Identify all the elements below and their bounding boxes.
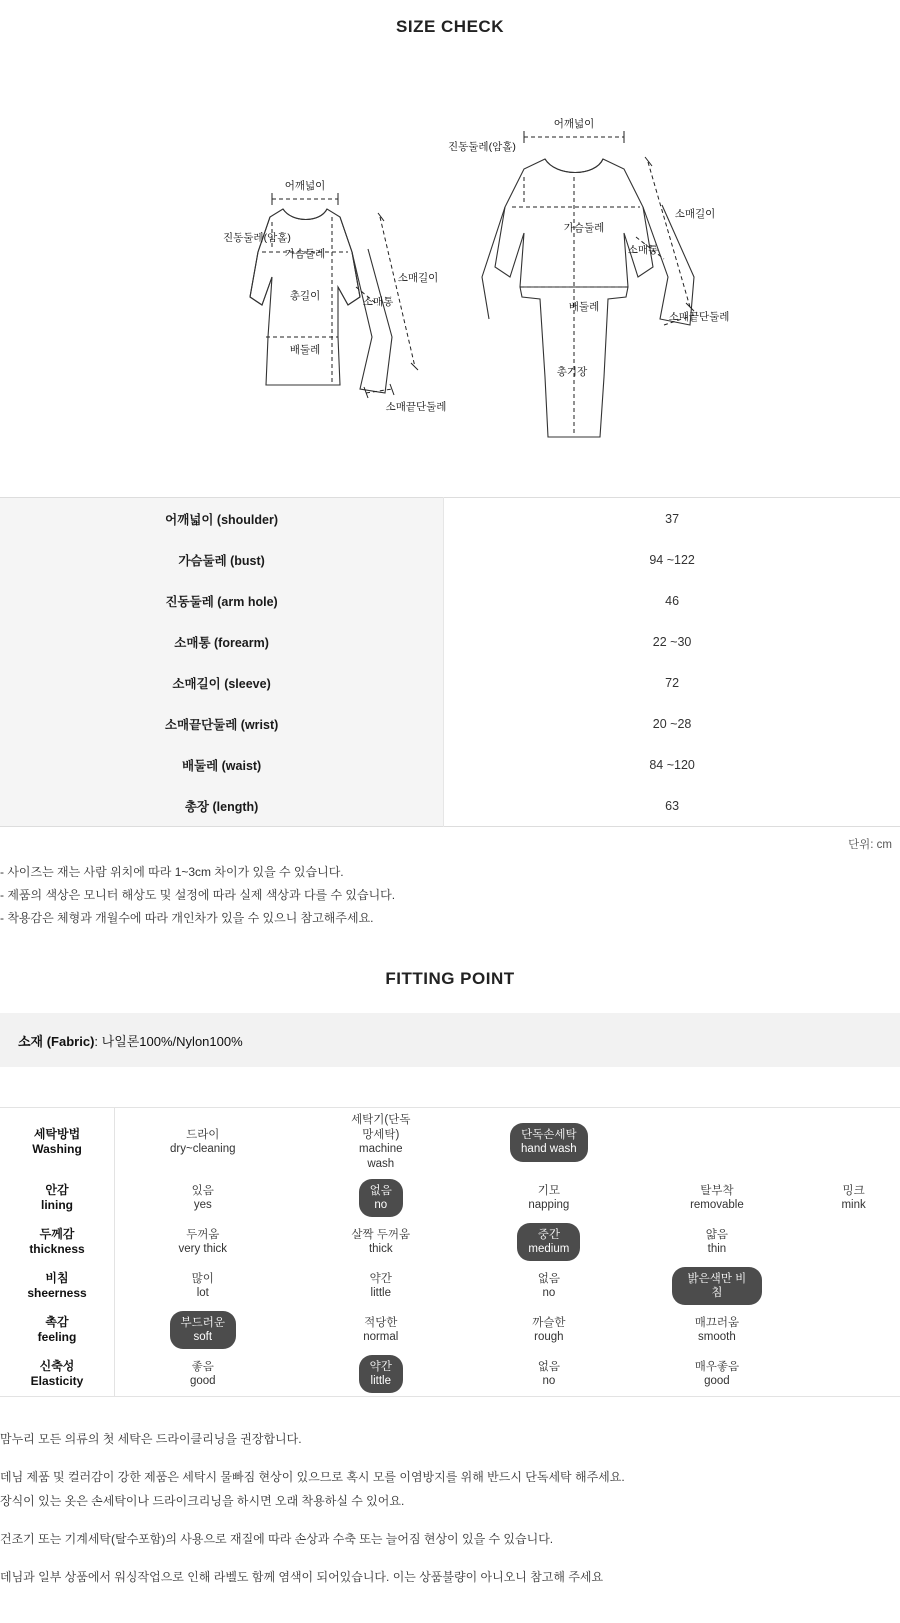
option-en: little [370,1286,391,1299]
fitting-point-table [0,1107,900,1397]
fitting-option-selected[interactable] [291,1352,471,1396]
option-en: good [704,1374,730,1387]
fitting-point-title: FITTING POINT [385,969,515,989]
fitting-option[interactable] [115,1264,291,1308]
fitting-option[interactable] [115,1352,291,1396]
care-note: 데님 제품 및 컬러감이 강한 제품은 세탁시 물빠짐 현상이 있으므로 혹시 모를 이염방지를 위해 반드시 단독세탁 해주세요. [0,1469,625,1484]
size-notes [0,852,900,929]
fitting-option-pill[interactable] [527,1355,571,1394]
label-total-length-top: 총길이 [289,290,321,302]
fitting-option-selected[interactable] [627,1264,807,1308]
label-waist-top: 배둘레 [289,344,321,356]
fitting-option-pill[interactable] [679,1179,755,1218]
size-row-value: 20 ~28 [652,716,692,731]
option-ko: 중간 [537,1228,560,1241]
option-en: very thick [178,1242,228,1255]
fitting-row-washing [0,1108,900,1176]
option-en: dry~cleaning [170,1143,236,1156]
fitting-option[interactable] [471,1176,627,1220]
size-diagram [0,37,900,497]
option-en: medium [528,1242,570,1255]
fitting-option[interactable] [291,1264,471,1308]
fitting-option-selected[interactable] [471,1220,627,1264]
fitting-option [807,1108,900,1176]
label-armhole-top: 진동둘레(암홀) [223,232,291,244]
option-en: thin [707,1242,727,1255]
fitting-option [807,1264,900,1308]
option-ko: 기모 [537,1184,560,1197]
option-ko: 매끄러움 [694,1316,740,1329]
fitting-row-lining [0,1176,900,1220]
table-row [0,744,900,785]
size-row-value: 72 [665,675,680,690]
table-row [0,662,900,703]
fitting-row-thickness [0,1220,900,1264]
option-en: rough [534,1330,564,1343]
fitting-head-ko: 안감 [45,1182,69,1197]
fitting-option[interactable] [471,1264,627,1308]
option-ko: 단독손세탁 [521,1128,577,1141]
fitting-head-ko: 두께감 [39,1226,75,1241]
fitting-option-pill[interactable] [695,1223,739,1262]
option-ko: 없음 [369,1184,392,1197]
option-en: no [542,1374,556,1387]
table-row [0,621,900,662]
label-bust-top: 가슴둘레 [284,248,326,260]
fitting-head-ko: 세탁방법 [33,1127,81,1142]
option-ko: 약간 [369,1272,392,1285]
size-row-value: 37 [665,511,680,526]
option-ko: 세탁기(단독망세탁) [351,1114,411,1141]
fitting-option [807,1308,900,1352]
option-ko: 많이 [191,1272,214,1285]
fitting-option-pill[interactable] [521,1311,576,1350]
option-ko: 탈부착 [700,1184,734,1197]
label-armhole-dress: 진동둘레(암홀) [448,141,516,153]
fitting-option[interactable] [627,1220,807,1264]
fitting-option-pill[interactable] [179,1355,227,1394]
fitting-row-feeling [0,1308,900,1352]
option-en: soft [193,1330,213,1343]
fitting-option[interactable] [291,1108,471,1176]
size-note-item: - 착용감은 체형과 개월수에 따라 개인차가 있을 수 있으니 참고해주세요. [0,910,374,925]
fitting-row-head [0,1352,115,1396]
fabric-value: : 나일론100%/Nylon100% [94,1033,243,1049]
option-ko: 없음 [537,1272,560,1285]
size-row-label: 소매길이 (sleeve) [0,662,444,703]
option-ko: 부드러운 [180,1316,225,1329]
size-row-value: 46 [665,593,680,608]
option-ko: 있음 [191,1184,214,1197]
fitting-head-en: Washing [32,1142,82,1157]
fitting-head-ko: 촉감 [45,1314,69,1329]
fitting-option-pill[interactable] [170,1311,236,1350]
fitting-row-head [0,1264,115,1308]
fitting-option-pill[interactable] [517,1179,580,1218]
option-ko: 얇음 [705,1228,729,1241]
option-en: lot [196,1286,209,1299]
label-forearm-dress: 소매통 [627,244,659,256]
size-table-body [0,498,900,827]
fitting-row-elasticity [0,1352,900,1396]
label-wrist-dress: 소매끝단둘레 [668,311,730,323]
option-en: napping [528,1198,570,1211]
fitting-option-pill[interactable] [684,1311,750,1350]
fitting-row-head [0,1108,115,1176]
size-row-label: 소매끝단둘레 (wrist) [0,703,444,744]
fabric-label: 소재 (Fabric) [18,1033,95,1049]
option-en: yes [193,1198,212,1211]
option-ko: 두꺼움 [186,1228,220,1241]
option-ko: 약간 [369,1360,392,1373]
option-en: removable [690,1198,744,1211]
fitting-option[interactable] [627,1308,807,1352]
fitting-option[interactable] [115,1220,291,1264]
fitting-option-pill[interactable] [340,1223,421,1262]
fitting-row-head [0,1176,115,1220]
fitting-head-ko: 신축성 [39,1358,75,1373]
fitting-row-sheerness [0,1264,900,1308]
label-shoulder-dress: 어깨넓이 [553,118,595,130]
fitting-row-head [0,1308,115,1352]
fitting-option-pill[interactable] [684,1355,750,1394]
table-row [0,539,900,580]
label-waist-dress: 배둘레 [568,301,600,313]
size-row-label: 어깨넓이 (shoulder) [0,498,444,540]
fitting-option-pill[interactable] [359,1267,403,1306]
size-row-value: 22 ~30 [652,634,692,649]
care-note: 데님과 일부 상품에서 워싱작업으로 인해 라벨도 함께 염색이 되어있습니다. 이는 상품불량이 아니오니 참고해 주세요 [0,1569,604,1584]
size-row-label: 가슴둘레 (bust) [0,539,444,580]
fitting-option [807,1220,900,1264]
fitting-option-pill[interactable] [510,1123,588,1162]
label-bust-dress: 가슴둘레 [563,222,605,234]
size-row-label: 진동둘레 (arm hole) [0,580,444,621]
option-ko: 좋음 [191,1360,214,1373]
option-en: no [542,1286,556,1299]
option-ko: 까슬한 [532,1316,566,1329]
size-check-title: SIZE CHECK [396,17,504,36]
fitting-option[interactable] [807,1176,900,1220]
label-wrist-top: 소매끝단둘레 [385,401,447,413]
fitting-head-en: sheerness [27,1285,87,1300]
option-en: hand wash [521,1143,577,1156]
fitting-option[interactable] [471,1308,627,1352]
fitting-head-en: lining [41,1197,73,1212]
fitting-option-pill[interactable] [181,1267,225,1306]
fitting-head-ko: 비침 [45,1270,69,1285]
label-sleeve-top: 소매길이 [397,272,439,284]
option-en: little [370,1374,391,1387]
table-row [0,785,900,827]
fitting-option-pill[interactable] [352,1311,409,1350]
fitting-option-pill[interactable] [359,1179,403,1218]
unit-note: 단위: cm [848,839,892,851]
fitting-option-pill[interactable] [527,1267,571,1306]
fitting-option-pill[interactable] [517,1223,580,1262]
option-ko: 드라이 [186,1128,220,1141]
fitting-option-pill[interactable] [359,1355,403,1394]
fitting-option[interactable] [471,1352,627,1396]
size-row-label: 배둘레 (waist) [0,744,444,785]
size-row-value: 63 [665,798,680,813]
option-ko: 살짝 두꺼움 [351,1228,411,1241]
care-note: 맘누리 모든 의류의 첫 세탁은 드라이클리닝을 권장합니다. [0,1431,302,1446]
option-ko: 매우좋음 [694,1360,740,1373]
label-shoulder-top: 어깨넓이 [284,180,326,192]
size-table [0,497,900,827]
option-en: normal [363,1330,399,1343]
fitting-head-en: thickness [29,1241,85,1256]
fitting-option[interactable] [115,1176,291,1220]
fitting-option [627,1108,807,1176]
option-en: machine wash [359,1143,403,1170]
table-row [0,703,900,744]
care-instructions [0,1397,900,1623]
option-en: good [189,1374,216,1387]
fitting-option[interactable] [627,1352,807,1396]
garment-measurement-illustration [0,37,900,497]
label-total-length-dress: 총기장 [556,366,588,378]
fitting-option-selected[interactable] [291,1176,471,1220]
label-sleeve-dress: 소매길이 [674,208,716,220]
option-en: thick [368,1242,393,1255]
fitting-head-en: feeling [37,1329,77,1344]
size-row-value: 84 ~120 [649,757,695,772]
size-row-label: 총장 (length) [0,785,444,827]
fitting-option-selected[interactable] [471,1108,627,1176]
fitting-option-pill[interactable] [181,1179,225,1218]
fitting-head-en: Elasticity [30,1373,84,1388]
fitting-option [807,1352,900,1396]
size-note-item: - 사이즈는 재는 사람 위치에 따라 1~3cm 차이가 있을 수 있습니다. [0,865,344,879]
table-row [0,498,900,540]
fitting-option[interactable] [291,1308,471,1352]
fitting-option-pill[interactable] [672,1267,762,1306]
option-en: smooth [698,1330,736,1343]
fitting-option-selected[interactable] [115,1308,291,1352]
option-ko: 적당한 [364,1316,398,1329]
option-ko: 밝은색만 비침 [687,1272,747,1299]
size-row-label: 소매통 (forearm) [0,621,444,662]
care-note: 장식이 있는 옷은 손세탁이나 드라이크리닝을 하시면 오래 착용하실 수 있어요. [0,1493,405,1508]
care-note: 건조기 또는 기계세탁(탈수포함)의 사용으로 재질에 따라 손상과 수축 또는 늘어짐 현상이 있을 수 있습니다. [0,1531,554,1546]
option-ko: 없음 [537,1360,560,1373]
option-en: mink [841,1198,866,1211]
fitting-option-pill[interactable] [167,1223,238,1262]
option-en: no [374,1198,388,1211]
option-ko: 밍크 [842,1184,865,1197]
fitting-row-head [0,1220,115,1264]
label-forearm-top: 소매통 [362,296,394,308]
size-row-value: 94 ~122 [649,552,695,567]
fitting-option[interactable] [115,1108,291,1176]
fitting-option[interactable] [627,1176,807,1220]
fitting-option-pill[interactable] [159,1123,247,1162]
fitting-option-pill[interactable] [336,1108,426,1176]
table-row [0,580,900,621]
fabric-bar [0,1013,900,1067]
fitting-option[interactable] [291,1220,471,1264]
size-note-item: - 제품의 색상은 모니터 해상도 및 설정에 따라 실제 색상과 다를 수 있습니다. [0,887,396,902]
fitting-option-pill[interactable] [830,1179,876,1218]
